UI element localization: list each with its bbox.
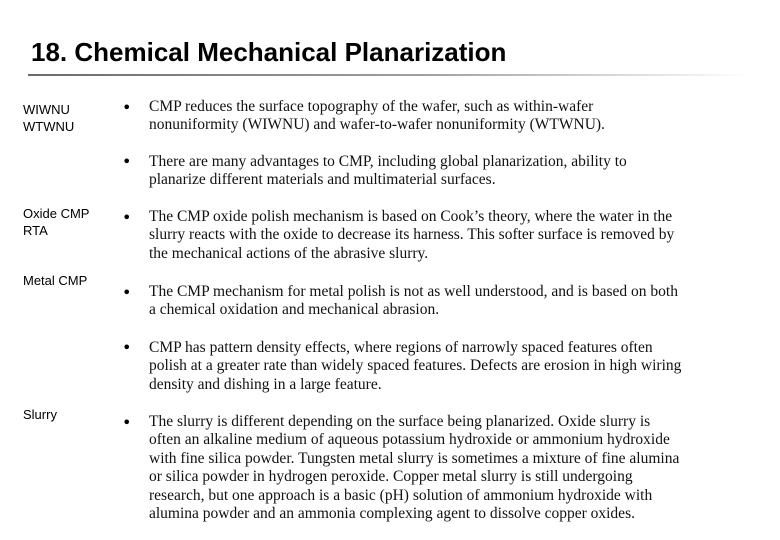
bullet-text-oxide [149,208,724,263]
bullet-marker: • [122,283,132,302]
side-label-metal [23,272,87,289]
side-label-line: Oxide CMP [23,206,90,221]
bullet-line: The CMP mechanism for metal polish is not as well understood, and is based on both [149,283,678,300]
bullet-text-advantages [149,153,724,190]
bullet-line: slurry reacts with the oxide to decrease its harness. This softer surface is removed by [149,226,675,244]
bullet-line: with fine silica powder. Tungsten metal slurry is sometimes a mixture of fine alumina [149,449,680,467]
bullet-line: density and dishing in a large feature. [149,375,382,393]
bullet-line: polish at a greater rate than widely spaced features. Defects are erosion in high wiring [149,357,682,375]
bullet-line: research, but one approach is a basic (pH) solution of ammonium hydroxide with [149,486,653,504]
bullet-marker: • [122,208,132,227]
bullet-text-density [149,339,724,394]
bullet-line: CMP reduces the surface topography of the wafer, such as within-wafer [149,98,594,115]
bullet-line: CMP has pattern density effects, where regions of narrowly spaced features often [149,339,653,356]
bullet-line: planarize different materials and multimaterial surfaces. [149,171,496,189]
side-label-oxide [23,205,89,239]
bullet-line: alumina powder and an ammonia complexing agent to dissolve copper oxides. [149,505,635,523]
bullet-line: The CMP oxide polish mechanism is based on Cook’s theory, where the water in the [149,208,673,225]
bullet-marker: • [122,98,132,117]
side-label-line: RTA [23,223,48,238]
side-label-line: Slurry [23,407,57,422]
bullet-line: a chemical oxidation and mechanical abrasion. [149,301,440,319]
bullet-line: often an alkaline medium of aqueous potassium hydroxide or ammonium hydroxide [149,431,670,449]
bullet-line: There are many advantages to CMP, including global planarization, ability to [149,153,627,170]
side-label-slurry [23,406,57,423]
side-label-line: WTWNU [23,119,75,134]
bullet-marker: • [122,413,132,432]
bullet-text-wiwnu [149,98,724,135]
bullet-marker: • [122,338,132,357]
bullet-text-slurry [149,413,724,523]
side-label-line: WIWNU [23,102,70,117]
side-label-line: Metal CMP [23,273,88,288]
bullet-line: nonuniformity (WIWNU) and wafer-to-wafer nonuniformity (WTWNU). [149,116,605,134]
title-underline [28,74,750,76]
bullet-marker: • [122,152,132,171]
slide-title: 18. Chemical Mechanical Planarization [31,37,507,67]
bullet-line: the mechanical actions of the abrasive slurry. [149,244,429,262]
side-label-wiwnu [23,101,74,135]
bullet-line: The slurry is different depending on the surface being planarized. Oxide slurry is [149,413,651,430]
bullet-line: or silica powder in hydrogen peroxide. Copper metal slurry is still undergoing [149,468,633,486]
bullet-text-metal [149,283,724,320]
